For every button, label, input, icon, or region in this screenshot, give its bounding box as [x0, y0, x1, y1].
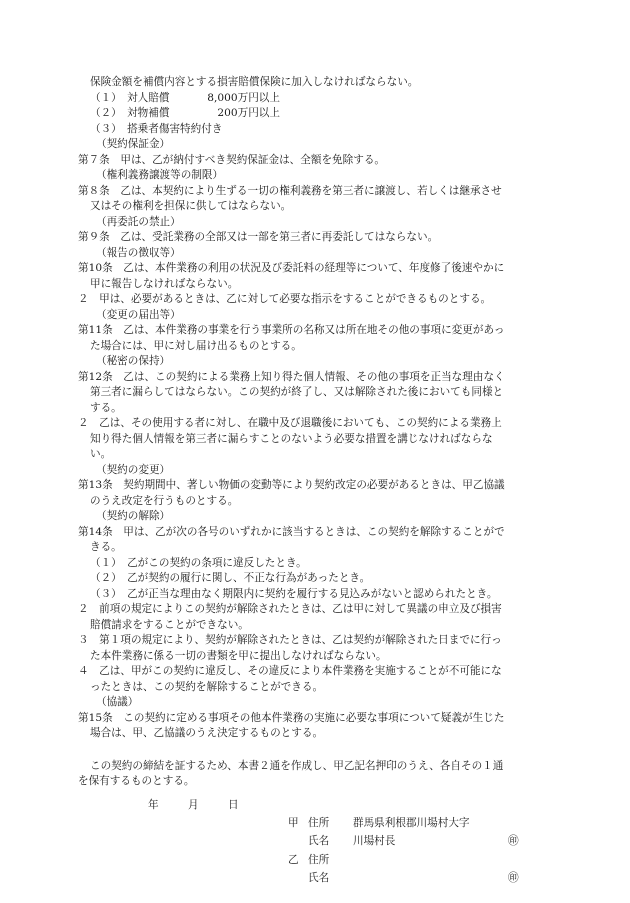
contract-body: [78, 75, 570, 790]
text-line: 第三者に漏らしてはならない。この契約が終了し、又は解除された後においても同様と: [90, 386, 504, 398]
article-caption: （変更の届出等）: [96, 308, 181, 321]
text-line: する。: [90, 401, 122, 414]
article-caption: （秘密の保持）: [96, 355, 171, 367]
party-b-address-label: 住所: [308, 853, 330, 866]
text-line: 又はその権利を担保に供してはならない。: [90, 200, 292, 212]
date-line: [148, 798, 265, 814]
text-line: ２ 乙は、その使用する者に対し、在職中及び退職後においても、この契約による業務上: [78, 417, 502, 429]
text-line: （３） 乙が正当な理由なく期限内に契約を履行する見込みがないと認められたとき。: [90, 587, 498, 600]
text-line: 場合は、甲、乙協議のうえ決定するものとする。: [90, 727, 324, 739]
text-line: 第13条 契約期間中、著しい物価の変動等により契約改定の必要があるときは、甲乙協議: [78, 479, 505, 491]
article-caption: （契約の解除）: [96, 510, 171, 522]
article-caption: （契約の変更）: [96, 463, 171, 476]
text-line: い。: [90, 448, 112, 460]
text-line: きる。: [90, 541, 122, 553]
party-a-mark: 甲: [288, 816, 299, 829]
party-b-mark: 乙: [288, 853, 299, 866]
coverage-amount: 200万円以上: [217, 107, 280, 119]
article-caption: （権利義務譲渡等の制限）: [96, 169, 224, 181]
text-line: ３ 第１項の規定により、契約が解除されたときは、乙は契約が解除された日までに行っ: [78, 634, 502, 646]
date-month: 月: [187, 798, 199, 811]
text-line: ったときは、この契約を解除することができる。: [90, 680, 324, 693]
coverage-row: [78, 91, 570, 107]
text-line: 第７条 甲は、乙が納付すべき契約保証金は、全額を免除する。: [78, 153, 386, 166]
text-line: 甲に報告しなければならない。: [90, 277, 239, 290]
party-b-address-row: [288, 853, 353, 869]
party-b-seal: ㊞: [508, 871, 519, 884]
text-line: た場合には、甲に対し届け出るものとする。: [90, 339, 302, 352]
text-line: ２ 前項の規定によりこの契約が解除されたときは、乙は甲に対して異議の申立及び損害: [78, 603, 502, 615]
text-line: （１） 乙がこの契約の条項に違反したとき。: [90, 556, 307, 569]
party-a-name: 川場村長: [353, 834, 396, 847]
text-line: 第11条 乙は、本件業務の事業を行う事業所の名称又は所在地その他の事項に変更があっ: [78, 324, 505, 336]
party-a-address: 群馬県利根郡川場村大字: [353, 816, 470, 829]
text-line: ２ 甲は、必要があるときは、乙に対して必要な指示をすることができるものとする。: [78, 293, 492, 305]
text-line: 第８条 乙は、本契約により生ずる一切の権利義務を第三者に譲渡し、若しくは継承させ: [78, 184, 502, 197]
party-b-name-row: [288, 871, 353, 887]
coverage-row: [78, 106, 570, 122]
coverage-label: （２） 対物補償: [90, 107, 170, 119]
party-a-name-row: [288, 834, 395, 850]
coverage-label: （１） 対人賠償: [90, 91, 170, 104]
text-line: 賠償請求をすることができない。: [90, 618, 249, 631]
party-a-seal: ㊞: [508, 834, 519, 847]
text-line: （３） 搭乗者傷害特約付き: [90, 122, 223, 135]
party-a-address-row: [288, 816, 470, 832]
text-line: 第９条 乙は、受託業務の全部又は一部を第三者に再委託してはならない。: [78, 231, 439, 243]
article-caption: （報告の徴収等）: [96, 246, 181, 259]
text-line: この契約の締結を証するため、本書２通を作成し、甲乙記名押印のうえ、各自その１通: [90, 759, 504, 772]
text-line: 第15条 この契約に定める事項その他本件業務の実施に必要な事項について疑義が生じた: [78, 711, 505, 724]
text-line: を保有するものとする。: [78, 775, 195, 787]
article-caption: （再委託の禁止）: [96, 215, 181, 228]
text-line: 保険金額を補償内容とする損害賠償保険に加入しなければならない。: [90, 76, 419, 88]
article-caption: （協議）: [96, 696, 139, 708]
article-caption: （契約保証金）: [96, 138, 171, 150]
text-line: （２） 乙が契約の履行に関し、不正な行為があったとき。: [90, 572, 371, 584]
coverage-amount: 8,000万円以上: [207, 91, 280, 104]
text-line: 第12条 乙は、この契約による業務上知り得た個人情報、その他の事項を正当な理由なく: [78, 370, 505, 383]
party-b-name-label: 氏名: [308, 871, 330, 884]
date-year: 年: [148, 798, 159, 811]
text-line: 第14条 甲は、乙が次の各号のいずれかに該当するときは、この契約を解除することがで: [78, 525, 505, 538]
signature-block: [78, 798, 570, 898]
text-line: 知り得た個人情報を第三者に漏らすことのないよう必要な措置を講じなければならな: [90, 432, 493, 445]
text-line: のうえ改定を行うものとする。: [90, 494, 239, 507]
text-line: ４ 乙は、甲がこの契約に違反し、その違反により本件業務を実施することが不可能にな: [78, 665, 502, 677]
party-a-name-label: 氏名: [308, 834, 330, 847]
text-line: 第10条 乙は、本件業務の利用の状況及び委託料の経理等について、年度修了後速やかに: [78, 262, 505, 274]
date-day: 日: [227, 798, 239, 811]
paragraph-gap: [78, 742, 570, 759]
party-a-address-label: 住所: [308, 816, 330, 829]
text-line: た本件業務に係る一切の書類を甲に提出しなければならない。: [90, 649, 387, 662]
